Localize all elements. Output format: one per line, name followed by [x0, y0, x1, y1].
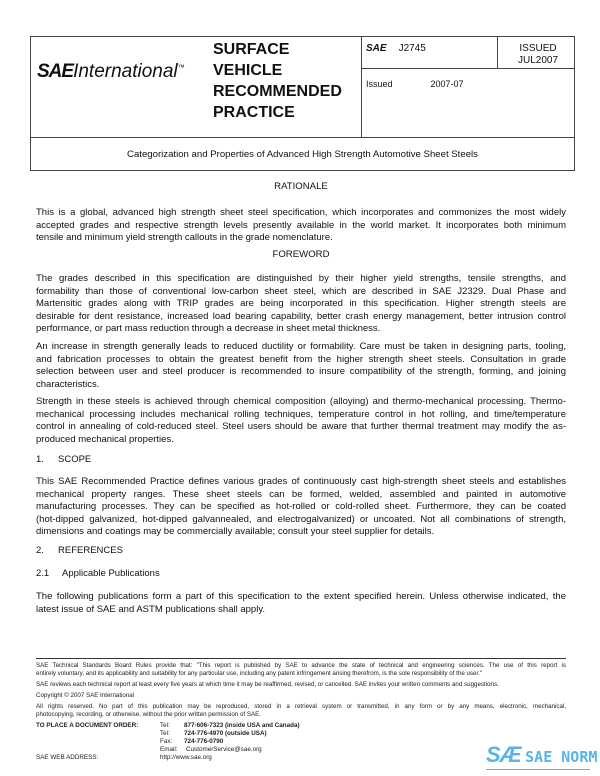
text-line: latest issue of SAE and ASTM publications shall apply.	[36, 603, 266, 615]
paragraph	[36, 341, 566, 391]
text-line: performance, or part mass reduction through a decrease in sheet metal thickness.	[36, 323, 381, 334]
section-heading-scope: 1. SCOPE	[36, 454, 92, 465]
text-line: SAE Technical Standards Board Rules provide that: "This report is published by SAE to advance the state of technical and engineering sciences. The use of this report is	[36, 662, 566, 669]
footer-notice	[36, 681, 566, 689]
order-label: TO PLACE A DOCUMENT ORDER:	[36, 722, 139, 729]
section-heading-references: 2. REFERENCES	[36, 545, 123, 556]
sae-norm-watermark: SÆ SAE NORM	[486, 742, 597, 770]
sae-logo-icon: SÆ	[486, 742, 521, 767]
text-line: accepted grades and respective strength levels presently available in the world market. It incorporates both minimum	[36, 219, 566, 231]
contact-tel-outside: Tel: 724-776-4970 (outside USA)	[160, 730, 267, 737]
text-line: manufacturing processes. They can be specified as hot-rolled or cold-rolled sheet. Furthermore, they can be coated	[36, 501, 566, 512]
text-line: desirable for dent resistance, increased load bearing capability, better crash energy management, better intrusion control	[36, 310, 566, 322]
text-line: This SAE Recommended Practice defines various grades of continuously cast high-strength sheet steels and establishes	[36, 476, 566, 487]
contact-list	[160, 722, 300, 762]
text-line: mechanical property ranges. These sheet steels can be formed, welded, assembled and painted in automotive	[36, 488, 566, 500]
footer-notice	[36, 692, 566, 700]
text-line: mechanical processing includes mechanical rolling techniques, temperature control in hot rolling, and time/temperature	[36, 408, 566, 420]
text-line: produced mechanical properties.	[36, 433, 174, 445]
document-header	[30, 36, 575, 171]
paragraph	[36, 207, 566, 245]
text-line: and fabrication processes to obtain the greatest benefit from the higher strength sheet steels. Consultation in grade	[36, 353, 566, 365]
footer-notice	[36, 703, 566, 719]
text-line: Strength in these steels is achieved through chemical composition (alloying) and thermo-mechanical processing. Thermo-	[36, 396, 566, 407]
text-line: entirely voluntary, and its applicability and suitability for any particular use, including any patent infringement arising therefrom, is the sole responsibility of the user."	[36, 670, 483, 677]
text-line: dimensions and coatings may be commercially available; consult your steel supplier for details.	[36, 526, 435, 537]
sae-international-logo: SAEInternational™	[37, 61, 185, 82]
footer-notice	[36, 662, 566, 678]
web-address-label: SAE WEB ADDRESS:	[36, 754, 99, 761]
contact-tel: Tel: 877-606-7323 (inside USA and Canada)	[160, 722, 300, 729]
text-line: This is a global, advanced high strength sheet steel specification, which incorporates and commonizes the most widely	[36, 207, 566, 218]
paragraph	[36, 591, 566, 616]
contact-fax: Fax: 724-776-0790	[160, 738, 224, 745]
text-line: The grades described in this specification are distinguished by their higher yield strengths, tensile strengths, and	[36, 273, 566, 284]
text-line: Copyright © 2007 SAE International	[36, 692, 135, 699]
issue-status: ISSUED JUL2007	[517, 43, 559, 66]
foreword-heading: FOREWORD	[272, 249, 330, 260]
paragraph	[36, 273, 566, 336]
rationale-heading: RATIONALE	[274, 181, 328, 192]
text-line: selection between user and steel producer is recommended to insure compatibility of the strength, forming, and joining	[36, 366, 566, 377]
text-line: formability than those of conventional low-carbon sheet steel, which are described in SAE J2329. Dual Phase and	[36, 285, 566, 297]
paragraph	[36, 396, 566, 446]
section-heading-applicable-publications: 2.1 Applicable Publications	[36, 568, 160, 579]
text-line: The following publications form a part of this specification to the extent specified herein. Unless otherwise indicated, the	[36, 591, 566, 602]
footer-divider	[36, 658, 566, 659]
paragraph	[36, 476, 566, 539]
text-line: photocopying, recording, or otherwise, without the prior written permission of SAE.	[36, 711, 261, 718]
text-line: Martensitic grades along with TRIP grades are being incorporated in this specification. Higher strength steels are	[36, 298, 566, 309]
issued-date: Issued 2007-07	[366, 79, 464, 89]
document-number: SAE J2745	[366, 43, 426, 54]
text-line: An increase in strength generally leads to reduced ductility or formability. Care must be taken in designing parts, tooling,	[36, 341, 566, 352]
text-line: tensile and minimum yield strength callouts in the grade nomenclature.	[36, 232, 333, 243]
document-category: SURFACE VEHICLE RECOMMENDED PRACTICE	[213, 41, 342, 121]
text-line: (hot-dipped galvanized, hot-dipped galvannealed, and electrogalvanized) or uncoated. Not all combinations of strength,	[36, 513, 566, 525]
text-line: characteristics.	[36, 378, 100, 390]
text-line: SAE reviews each technical report at least every five years at which time it may be reaffirmed, revised, or cancelled. SAE invites your written comments and suggestions.	[36, 681, 499, 688]
text-line: control in annealing of cold-reduced steel. Steel users should be aware that further thermal treatment may modify the as-	[36, 421, 566, 432]
web-address-link[interactable]: http://www.sae.org	[160, 754, 212, 761]
contact-email[interactable]: Email: CustomerService@sae.org	[160, 746, 262, 753]
text-line: All rights reserved. No part of this publication may be reproduced, stored in a retrieval system or transmitted, in any form or by any means, electronic, mechanical,	[36, 703, 566, 710]
document-title: Categorization and Properties of Advanced High Strength Automotive Sheet Steels	[127, 149, 478, 160]
